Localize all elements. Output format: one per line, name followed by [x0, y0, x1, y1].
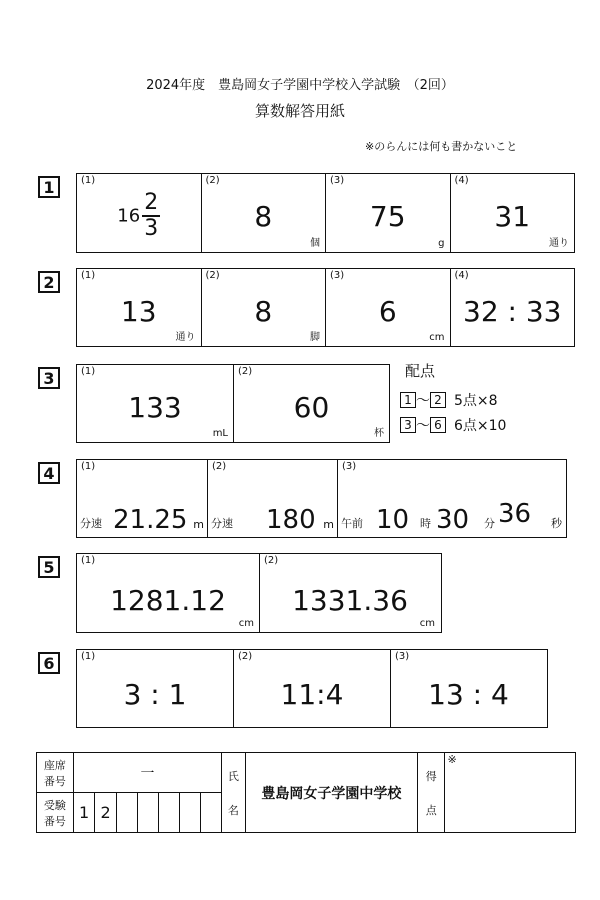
q2-3-answer: 6 — [378, 295, 397, 328]
q4-2-label: (2) — [212, 461, 227, 472]
q1-3-cell — [326, 174, 451, 252]
scoring-title: 配点 — [405, 362, 436, 380]
scoring-tilde: 〜 — [416, 418, 430, 434]
q4-3-hour-unit: 時 — [420, 517, 431, 530]
exam-digit-6 — [180, 793, 201, 833]
q6-1-answer: 3 : 1 — [123, 678, 187, 711]
question-4-answer-row — [76, 459, 567, 538]
q6-2-answer: 11:4 — [280, 678, 344, 711]
q4-1-cell — [77, 460, 208, 537]
q6-2-cell — [234, 650, 391, 727]
q5-1-label: (1) — [81, 555, 96, 566]
q1-2-unit: 個 — [310, 238, 320, 249]
q6-3-answer: 13 : 4 — [428, 678, 509, 711]
q1-3-unit: g — [438, 238, 445, 249]
q2-1-cell — [77, 269, 202, 346]
q4-1-prefix: 分速 — [80, 517, 102, 530]
q3-2-cell — [234, 365, 389, 442]
exam-label-line-1: 受験 — [43, 798, 66, 812]
q4-3-answer-line — [338, 495, 565, 535]
q2-3-label: (3) — [330, 270, 345, 281]
name-label-line-1: 氏 — [227, 769, 239, 783]
question-5-answer-row — [76, 553, 442, 633]
question-5-number: 5 — [38, 556, 60, 578]
q1-1-answer — [77, 192, 201, 240]
q3-2-unit: 杯 — [374, 428, 384, 439]
q1-1-fraction — [142, 192, 160, 240]
question-6-number: 6 — [38, 652, 60, 674]
q5-2-answer: 1331.36 — [292, 584, 408, 617]
q1-1-label: (1) — [81, 175, 96, 186]
q5-2-cell — [260, 554, 440, 632]
scoring-from-box: 1 — [400, 392, 416, 408]
name-value: 豊島岡女子学園中学校 — [245, 753, 418, 833]
q4-3-minute: 30 — [436, 505, 470, 535]
q6-1-label: (1) — [81, 651, 96, 662]
q4-2-cell — [208, 460, 338, 537]
q2-2-label: (2) — [205, 270, 220, 281]
exam-digit-1: 1 — [73, 793, 95, 833]
scoring-tilde: 〜 — [416, 393, 430, 409]
seat-number-value: 一 — [73, 753, 221, 793]
q5-1-cell — [77, 554, 260, 632]
q4-3-second-unit: 秒 — [551, 517, 562, 530]
question-6-answer-row — [76, 649, 548, 728]
q1-1-whole: 16 — [117, 205, 141, 227]
q4-1-unit: m — [193, 518, 204, 531]
q4-3-cell — [338, 460, 565, 537]
instruction-note: ※のらんには何も書かないこと — [365, 140, 518, 153]
score-box — [445, 753, 576, 833]
q4-3-second: 36 — [498, 499, 532, 529]
exam-digit-2: 2 — [95, 793, 117, 833]
seat-number-label — [37, 753, 74, 793]
q1-2-cell — [202, 174, 327, 252]
q4-3-prefix: 午前 — [341, 517, 363, 530]
q3-1-label: (1) — [81, 366, 96, 377]
exam-number-label — [37, 793, 74, 833]
q2-1-answer: 13 — [120, 295, 157, 328]
question-3-number: 3 — [38, 367, 60, 389]
scoring-row-1 — [400, 390, 498, 410]
q1-2-label: (2) — [205, 175, 220, 186]
scoring-row-2 — [400, 415, 506, 435]
q2-2-cell — [202, 269, 327, 346]
q1-4-label: (4) — [454, 175, 469, 186]
q2-4-answer: 32 : 33 — [463, 295, 562, 328]
q3-2-label: (2) — [238, 366, 253, 377]
q5-2-label: (2) — [264, 555, 279, 566]
question-4-number: 4 — [38, 462, 60, 484]
q2-2-unit: 脚 — [310, 332, 320, 343]
question-2-answer-row — [76, 268, 575, 347]
exam-digit-4 — [137, 793, 158, 833]
seat-label-line-1: 座席 — [43, 758, 66, 772]
q2-1-unit: 通り — [175, 332, 196, 343]
question-1-answer-row — [76, 173, 575, 253]
name-label — [222, 753, 245, 833]
q6-2-label: (2) — [238, 651, 253, 662]
q4-1-answer-line — [77, 495, 207, 535]
q4-2-answer: 180 — [266, 505, 316, 535]
q2-4-label: (4) — [454, 270, 469, 281]
exam-digit-5 — [158, 793, 179, 833]
q1-4-unit: 通り — [549, 238, 569, 249]
q2-1-label: (1) — [81, 270, 96, 281]
q6-3-label: (3) — [395, 651, 410, 662]
q3-1-answer: 133 — [128, 391, 182, 424]
q1-1-numerator: 2 — [144, 190, 159, 215]
q3-1-unit: mL — [212, 428, 228, 439]
q3-1-cell — [77, 365, 234, 442]
q1-4-answer: 31 — [494, 200, 531, 233]
sheet-title: 算数解答用紙 — [254, 102, 345, 120]
q1-4-cell — [451, 174, 575, 252]
q4-1-answer: 21.25 — [113, 505, 188, 535]
exam-digit-7 — [201, 793, 222, 833]
scoring-points: 5点×8 — [454, 393, 498, 409]
scoring-points: 6点×10 — [454, 418, 507, 434]
question-1-number: 1 — [38, 176, 60, 198]
q1-3-answer: 75 — [369, 200, 406, 233]
q4-3-hour: 10 — [376, 505, 410, 535]
q2-3-unit: cm — [429, 332, 445, 343]
q5-2-unit: cm — [419, 618, 435, 629]
q5-1-answer: 1281.12 — [110, 584, 226, 617]
scoring-from-box: 3 — [400, 417, 416, 433]
score-mark: ※ — [447, 753, 457, 766]
q1-2-answer: 8 — [254, 200, 273, 233]
q2-2-answer: 8 — [254, 295, 273, 328]
q4-3-minute-unit: 分 — [484, 517, 495, 530]
q3-2-answer: 60 — [293, 391, 330, 424]
q1-3-label: (3) — [330, 175, 345, 186]
q6-1-cell — [77, 650, 234, 727]
q4-2-answer-line — [208, 495, 337, 535]
score-label-line-2: 点 — [425, 803, 437, 817]
q1-1-denominator: 3 — [144, 216, 159, 241]
exam-label-line-2: 番号 — [43, 814, 66, 828]
q6-3-cell — [391, 650, 546, 727]
scoring-to-box: 6 — [430, 417, 446, 433]
score-label — [418, 753, 445, 833]
question-3-answer-row — [76, 364, 390, 443]
scoring-to-box: 2 — [430, 392, 446, 408]
name-label-line-2: 名 — [227, 803, 239, 817]
q4-3-label: (3) — [342, 461, 357, 472]
seat-label-line-2: 番号 — [43, 774, 66, 788]
q4-2-prefix: 分速 — [211, 517, 233, 530]
exam-digit-3 — [116, 793, 137, 833]
q2-3-cell — [326, 269, 451, 346]
score-label-line-1: 得 — [425, 769, 437, 783]
q5-1-unit: cm — [238, 618, 254, 629]
q4-2-unit: m — [323, 518, 334, 531]
question-2-number: 2 — [38, 271, 60, 293]
q1-1-cell — [77, 174, 202, 252]
exam-title: 2024年度 豊島岡女子学園中学校入学試験 （2回） — [146, 78, 454, 93]
q2-4-cell — [451, 269, 575, 346]
identification-table — [36, 752, 576, 833]
q4-1-label: (1) — [81, 461, 96, 472]
